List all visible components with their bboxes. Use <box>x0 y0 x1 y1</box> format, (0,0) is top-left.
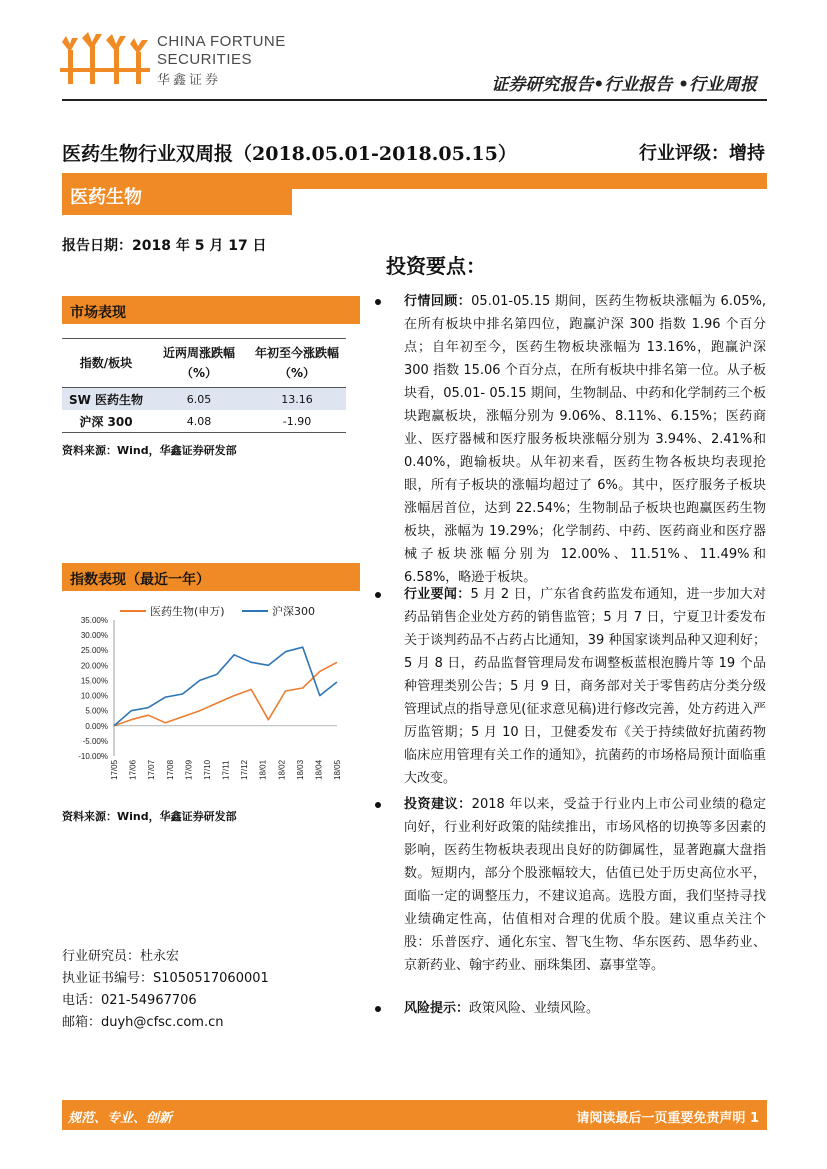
x-tick-label: 18/02 <box>277 759 287 780</box>
y-tick-label: 25.00% <box>80 646 108 656</box>
footer-bar <box>62 1100 767 1130</box>
company-logo <box>60 28 150 88</box>
table-row <box>62 388 346 411</box>
index-source: 资料来源：Wind，华鑫证券研发部 <box>62 810 237 823</box>
legend-label: 医药生物(申万) <box>150 605 225 618</box>
y-tick-label: 20.00% <box>80 661 108 671</box>
analyst-name: 行业研究员：杜永宏 <box>62 949 180 964</box>
x-tick-label: 17/12 <box>240 759 250 780</box>
point-text: 5 月 2 日，广东省食药监发布通知，进一步加大对药品销售企业处方药的销售监管；5 月 7 日，宁夏卫计委发布关于谈判药品不占药占比通知，39 种国家谈判品种又迎利好；5 月 8 日，药品监督管理局发布调整板蓝根泡腾片等 19 个品种管理类别公告；5 月 9 日，商务部对关于零售药店分类分级管理试点的指导意见(征求意见稿)进行修改完善，处方药进入严厉监管期；5 月 10 日，卫健委发布《关于持续做好抗菌药物临床应用管理有关工作的通知》，抗菌药的市场格局预计面临重大改变。 <box>404 587 766 786</box>
x-tick-label: 17/05 <box>110 759 119 780</box>
market-table-header <box>62 339 346 388</box>
analyst-phone: 电话：021-54967706 <box>62 993 197 1008</box>
x-tick-label: 18/03 <box>295 759 305 780</box>
logo-company-en-2: SECURITIES <box>157 51 253 68</box>
report-type: 证券研究报告•行业报告 •行业周报 <box>491 75 757 95</box>
point-investment-advice <box>404 793 766 977</box>
y-tick-label: 10.00% <box>80 691 108 701</box>
footer-slogan: 规范、专业、创新 <box>68 1111 173 1126</box>
row-two-week: 6.05 <box>150 388 248 411</box>
x-tick-label: 17/06 <box>128 759 138 780</box>
point-text: 05.01-05.15 期间，医药生物板块涨幅为 6.05%,在所有板块中排名第四位，跑赢沪深 300 指数 1.96 个百分点；自年初至今，医药生物板块涨幅为 13.16%，跑赢沪深 300 指数 15.06 个百分点，在所有板块中排名第一位。从子板块看，05.01- 05.15 期间，生物制品、中药和化学制药三个板块跑赢板块，涨幅分别为 9.06%、8.11%、6.15%；医药商业、医疗器械和医疗服务板块涨幅分别为 3.94%、2.41%和 0.40%，跑输板块。从年初来看，医药生物各板块均表现抢眼，所有子板块的涨幅均超过了 6%。其中，医疗服务子板块涨幅居首位，达到 22.54%；生物制品子板块也跑赢医药生物板块，涨幅为 19.29%；化学制药、中药、医药商业和医疗器械子板块涨幅分别为 12.00%、11.51%、11.49%和 6.58%，略逊于板块。 <box>404 294 766 585</box>
market-heading: 市场表现 <box>70 305 126 321</box>
sector-tab <box>62 173 292 215</box>
analyst-license: 执业证书编号：S1050517060001 <box>62 971 269 986</box>
legend-label: 沪深300 <box>272 605 315 618</box>
point-label: 行业要闻： <box>404 587 471 602</box>
y-tick-label: 5.00% <box>85 706 108 716</box>
point-industry-news <box>404 583 766 790</box>
x-tick-label: 18/04 <box>314 759 324 780</box>
col-header-ytd: 年初至今涨跌幅（%） <box>254 346 339 380</box>
row-name: SW 医药生物 <box>62 388 150 411</box>
report-date: 报告日期：2018 年 5 月 17 日 <box>62 238 267 254</box>
point-label: 行情回顾： <box>404 294 472 309</box>
col-header-index: 指数/板块 <box>79 356 133 370</box>
footer-disclaimer: 请阅读最后一页重要免责声明 1 <box>576 1111 759 1126</box>
col-header-two-week: 近两周涨跌幅（%） <box>162 346 235 380</box>
industry-rating: 行业评级：增持 <box>639 143 765 164</box>
x-tick-label: 17/11 <box>221 760 231 780</box>
point-text: 政策风险、业绩风险。 <box>469 1001 600 1016</box>
x-tick-label: 17/10 <box>202 759 212 780</box>
y-tick-label: 15.00% <box>80 676 108 686</box>
series-line-pharma <box>114 662 337 726</box>
point-label: 风险提示： <box>404 1001 470 1016</box>
x-tick-label: 18/01 <box>258 759 268 780</box>
bullet-icon <box>375 299 381 305</box>
report-title: 医药生物行业双周报（2018.05.01-2018.05.15） <box>62 143 517 165</box>
analyst-email: 邮箱：duyh@cfsc.com.cn <box>62 1015 224 1030</box>
y-tick-label: 0.00% <box>85 721 108 731</box>
logo-company-cn: 华鑫证券 <box>157 73 222 88</box>
x-tick-label: 18/05 <box>333 759 342 780</box>
bullet-icon <box>375 592 381 598</box>
row-ytd: -1.90 <box>282 414 312 428</box>
logo-company-en-1: CHINA FORTUNE <box>157 33 286 50</box>
point-risk <box>404 997 766 1020</box>
x-tick-label: 17/09 <box>184 759 194 780</box>
row-name: 沪深 300 <box>79 414 133 429</box>
index-chart <box>62 598 347 802</box>
market-table <box>62 338 346 433</box>
table-row <box>62 410 346 433</box>
sector-label: 医药生物 <box>70 187 142 208</box>
point-label: 投资建议： <box>404 797 472 812</box>
y-tick-label: -5.00% <box>82 736 108 746</box>
market-source: 资料来源：Wind，华鑫证券研发部 <box>62 444 237 457</box>
index-heading: 指数表现（最近一年） <box>70 572 210 588</box>
row-ytd: 13.16 <box>248 388 346 411</box>
bullet-icon <box>375 1006 381 1012</box>
y-tick-label: -10.00% <box>78 752 108 761</box>
index-section-header <box>62 563 360 591</box>
row-two-week: 4.08 <box>186 414 212 428</box>
header-rule <box>62 99 767 101</box>
investment-heading: 投资要点： <box>386 254 486 278</box>
point-text: 2018 年以来，受益于行业内上市公司业绩的稳定向好，行业利好政策的陆续推出，市场风格的切换等多因素的影响，医药生物板块表现出良好的防御属性，显著跑赢大盘指数。短期内，部分个股涨幅较大，估值已处于历史高位水平，面临一定的调整压力，不建议追高。选股方面，我们坚持寻找业绩确定性高，估值相对合理的优质个股。建议重点关注个股：乐普医疗、通化东宝、智飞生物、华东医药、恩华药业、京新药业、翰宇药业、丽珠集团、嘉事堂等。 <box>404 797 766 973</box>
point-market-review <box>404 290 766 589</box>
market-section-header <box>62 296 360 324</box>
y-tick-label: 30.00% <box>80 631 108 641</box>
bullet-icon <box>375 802 381 808</box>
y-tick-label: 35.00% <box>80 616 108 625</box>
x-tick-label: 17/07 <box>147 759 157 780</box>
index-line-chart <box>62 598 347 798</box>
x-tick-label: 17/08 <box>165 759 175 780</box>
